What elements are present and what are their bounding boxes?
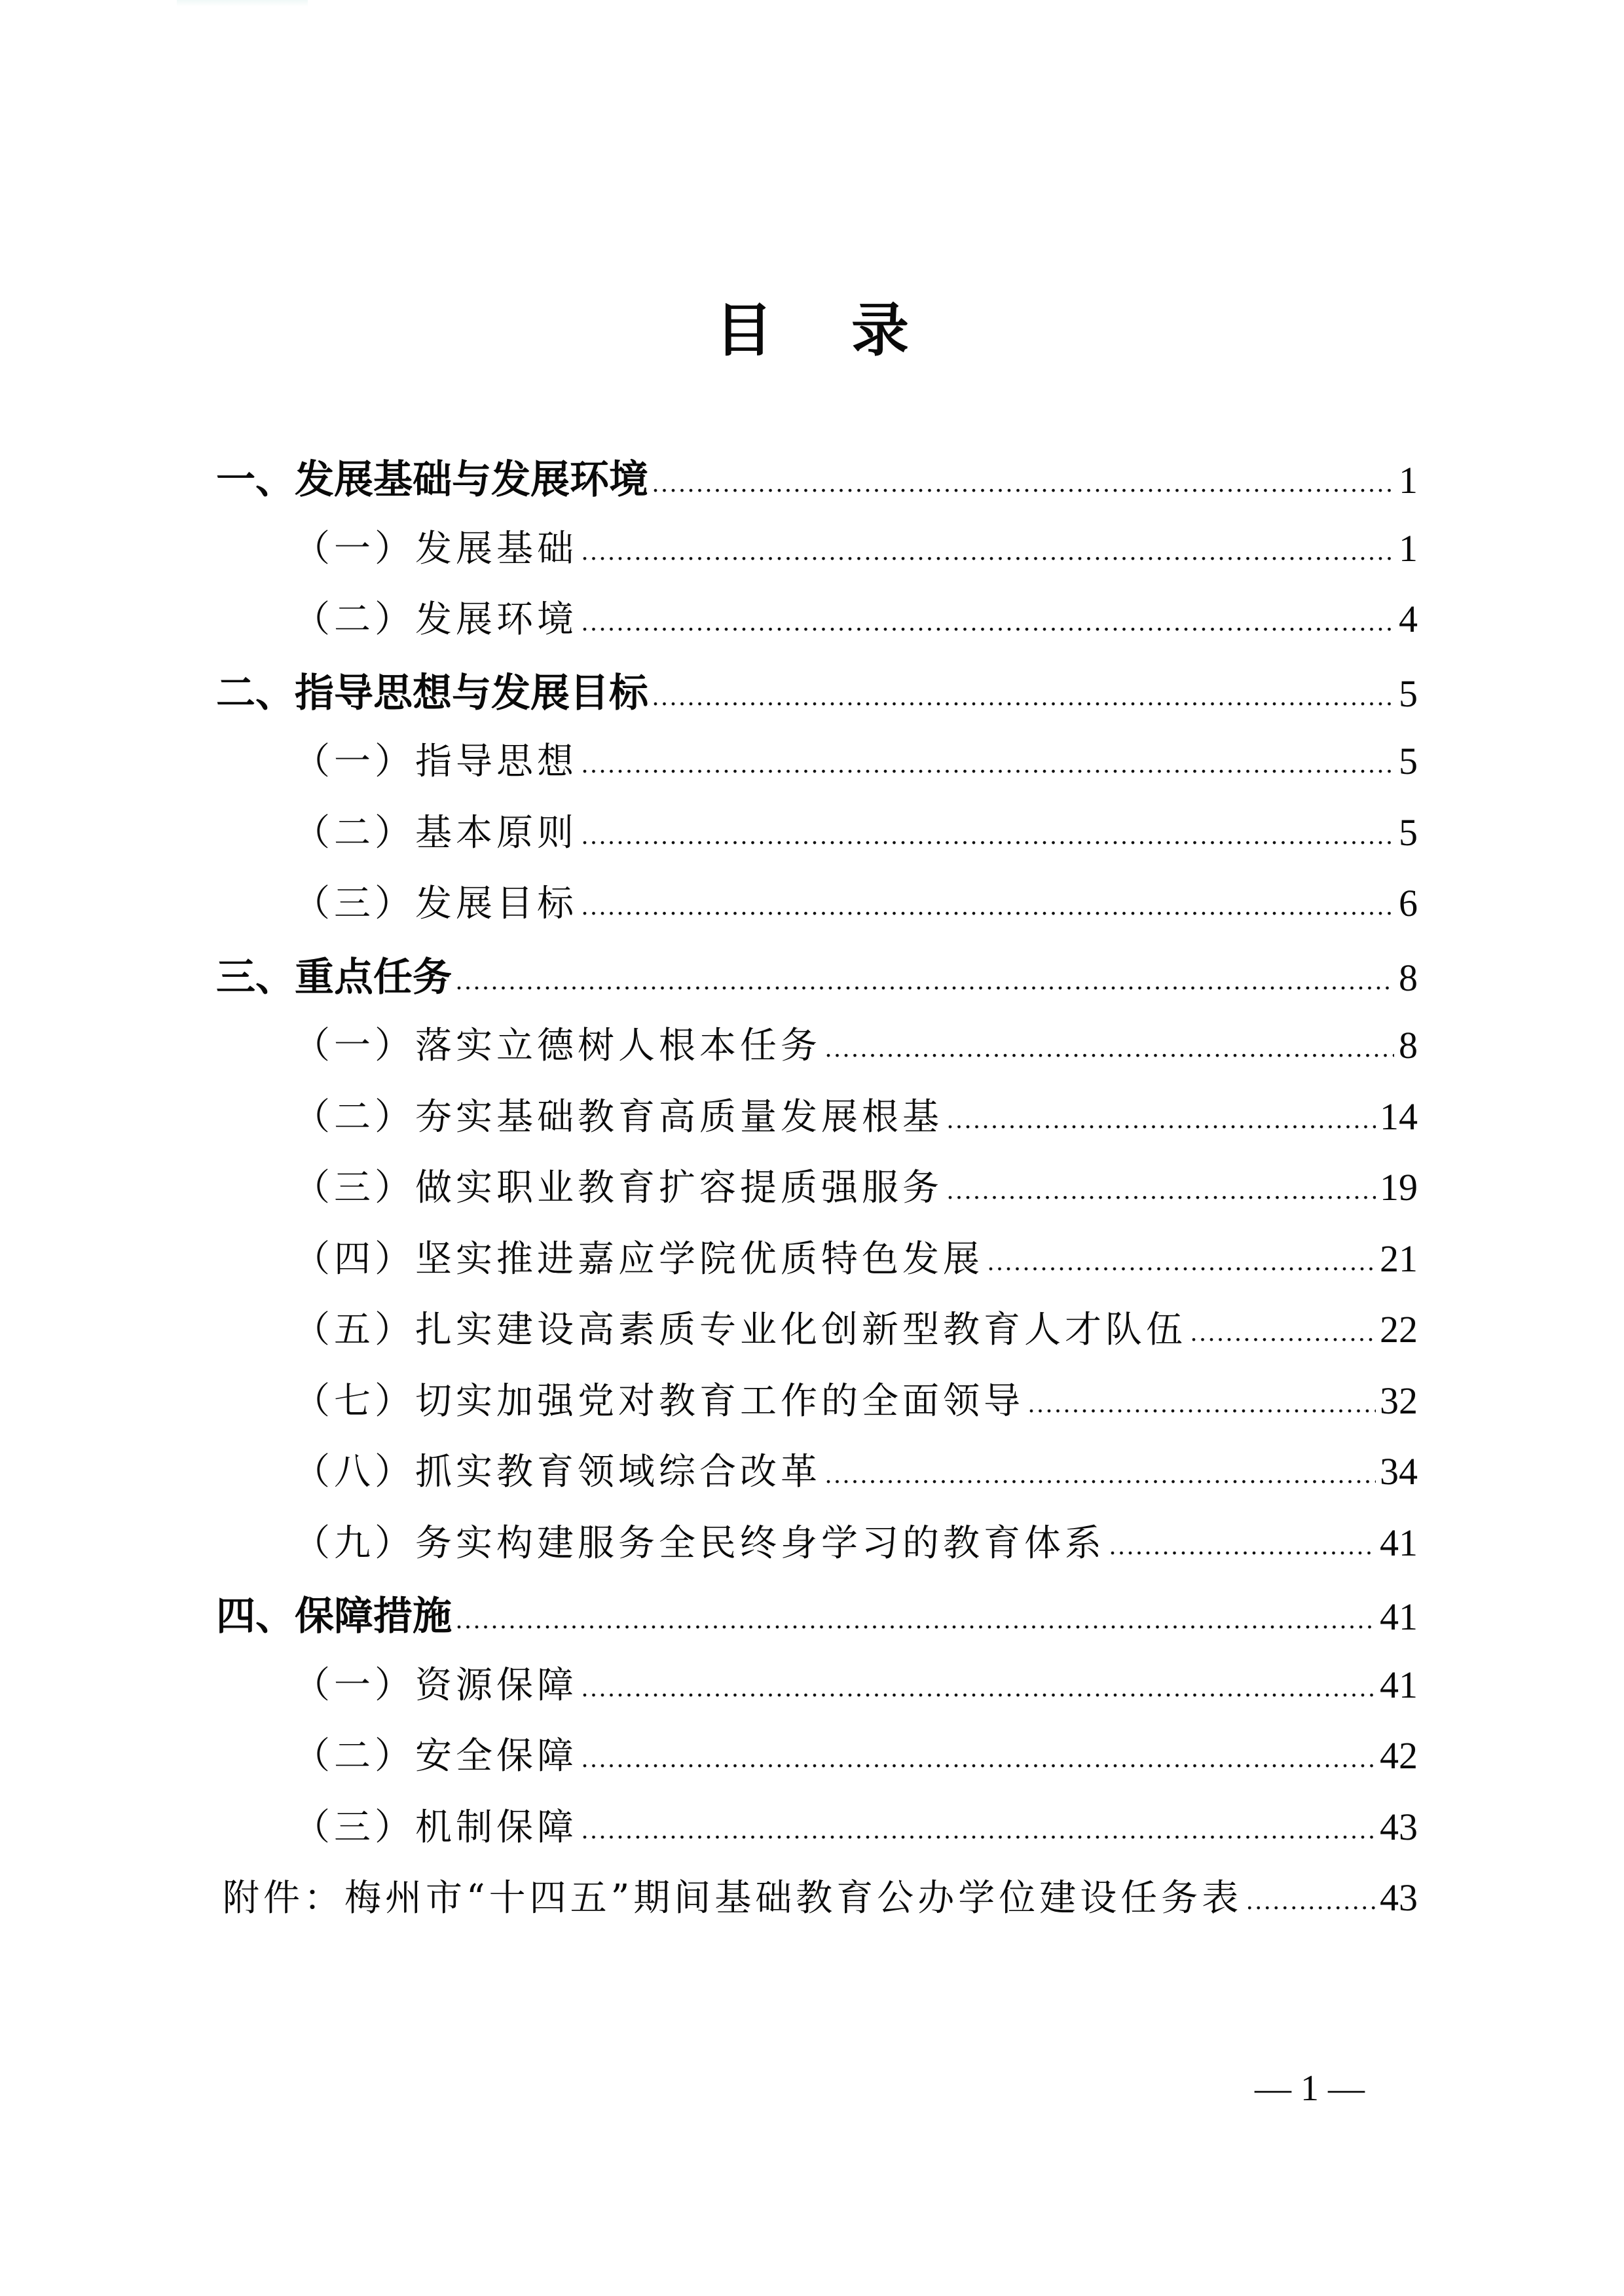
toc-entry-label: （三）机制保障 (293, 1806, 578, 1849)
toc-entry-3-9[interactable] (216, 1514, 1418, 1586)
dot-leader (456, 1604, 1376, 1635)
toc-entry-label: 一、发展基础与发展环境 (216, 457, 648, 503)
toc-entry-1-1[interactable] (216, 520, 1418, 591)
toc-page-number: 21 (1380, 1237, 1418, 1280)
dot-leader (1028, 1388, 1376, 1419)
toc-page-number: 43 (1380, 1805, 1418, 1848)
toc-entry-2-1[interactable] (216, 733, 1418, 804)
dot-leader (947, 1104, 1376, 1135)
toc-entry-label: （四）坚实推进嘉应学院优质特色发展 (293, 1237, 984, 1281)
toc-entry-label: （九）务实构建服务全民终身学习的教育体系 (293, 1522, 1105, 1565)
toc-entry-label: （一）发展基础 (293, 527, 578, 570)
toc-entry-label: （三）发展目标 (293, 883, 578, 925)
toc-entry-label: 三、重点任务 (216, 954, 452, 1000)
dot-leader (1109, 1530, 1376, 1561)
dot-leader (581, 1672, 1376, 1703)
toc-page-number: 41 (1380, 1521, 1418, 1564)
toc-entry-3-1[interactable] (216, 1017, 1418, 1088)
toc-entry-3-5[interactable] (216, 1301, 1418, 1372)
toc-page-number: 19 (1380, 1166, 1418, 1209)
toc-page-number: 5 (1399, 740, 1418, 782)
toc-entry-label: （五）扎实建设高素质专业化创新型教育人才队伍 (293, 1309, 1187, 1351)
toc-entry-3-7[interactable] (216, 1372, 1418, 1444)
toc-page-number: 1 (1399, 459, 1418, 501)
toc-entry-label: （三）做实职业教育扩容提质强服务 (293, 1167, 943, 1209)
page-title: 目录 (714, 297, 987, 364)
scan-artifact (177, 0, 308, 7)
toc-entry-label: 四、保障措施 (216, 1594, 452, 1639)
toc-entry-label: 二、指导思想与发展目标 (216, 670, 648, 716)
toc-entry-label: （二）基本原则 (293, 811, 578, 854)
toc-entry-label: 附件：梅州市“十四五”期间基础教育公办学位建设任务表 (223, 1877, 1243, 1920)
toc-entry-label: （七）切实加强党对教育工作的全面领导 (293, 1379, 1024, 1423)
toc-entry-3-2[interactable] (216, 1088, 1418, 1159)
toc-entry-3-3[interactable] (216, 1159, 1418, 1230)
toc-page-number: 14 (1380, 1095, 1418, 1138)
dot-leader (1190, 1317, 1376, 1347)
toc-page-number: 22 (1380, 1308, 1418, 1351)
toc-entry-label: （二）发展环境 (293, 598, 578, 641)
toc-entry-label: （一）资源保障 (293, 1664, 578, 1707)
table-of-contents (216, 448, 1418, 1941)
toc-entry-label: （二）夯实基础教育高质量发展根基 (293, 1095, 943, 1139)
dot-leader (987, 1246, 1376, 1277)
page-number-footer: — 1 — (1255, 2068, 1365, 2109)
toc-entry-3-4[interactable] (216, 1230, 1418, 1302)
toc-page-number: 41 (1380, 1595, 1418, 1638)
toc-entry-3-8[interactable] (216, 1443, 1418, 1514)
toc-entry-label: （一）指导思想 (293, 740, 578, 783)
dot-leader (947, 1175, 1376, 1205)
toc-entry-1-2[interactable] (216, 591, 1418, 662)
toc-page-number: 42 (1380, 1734, 1418, 1777)
dot-leader (581, 1814, 1376, 1845)
toc-entry-section-4[interactable] (216, 1585, 1418, 1656)
dot-leader (652, 681, 1394, 712)
toc-entry-4-1[interactable] (216, 1656, 1418, 1728)
toc-entry-section-2[interactable] (216, 662, 1418, 733)
toc-entry-section-1[interactable] (216, 448, 1418, 520)
toc-page-number: 8 (1399, 956, 1418, 999)
toc-entry-label: （二）安全保障 (293, 1735, 578, 1777)
dot-leader (456, 965, 1394, 996)
toc-page-number: 8 (1399, 1024, 1418, 1066)
toc-entry-2-2[interactable] (216, 804, 1418, 875)
toc-page-number: 4 (1399, 598, 1418, 640)
toc-page-number: 1 (1399, 526, 1418, 570)
toc-entry-appendix[interactable] (216, 1869, 1418, 1941)
dot-leader (581, 1743, 1376, 1774)
toc-page-number: 41 (1380, 1663, 1418, 1706)
toc-page-number: 5 (1399, 811, 1418, 854)
toc-page-number: 32 (1380, 1379, 1418, 1422)
dot-leader (581, 536, 1394, 566)
toc-entry-section-3[interactable] (216, 946, 1418, 1017)
dot-leader (825, 1459, 1376, 1489)
toc-entry-4-2[interactable] (216, 1727, 1418, 1798)
dot-leader (581, 890, 1394, 921)
dot-leader (581, 606, 1394, 637)
toc-entry-label: （八）抓实教育领域综合改革 (293, 1451, 821, 1493)
dot-leader (1246, 1885, 1376, 1916)
toc-page-number: 34 (1380, 1450, 1418, 1493)
toc-entry-label: （一）落实立德树人根本任务 (293, 1025, 821, 1067)
toc-entry-2-3[interactable] (216, 875, 1418, 946)
toc-entry-4-3[interactable] (216, 1798, 1418, 1870)
toc-page-number: 43 (1380, 1876, 1418, 1919)
dot-leader (825, 1032, 1394, 1063)
dot-leader (581, 748, 1394, 779)
dot-leader (652, 467, 1394, 498)
toc-page-number: 6 (1399, 882, 1418, 924)
toc-page-number: 5 (1399, 672, 1418, 715)
dot-leader (581, 820, 1394, 850)
